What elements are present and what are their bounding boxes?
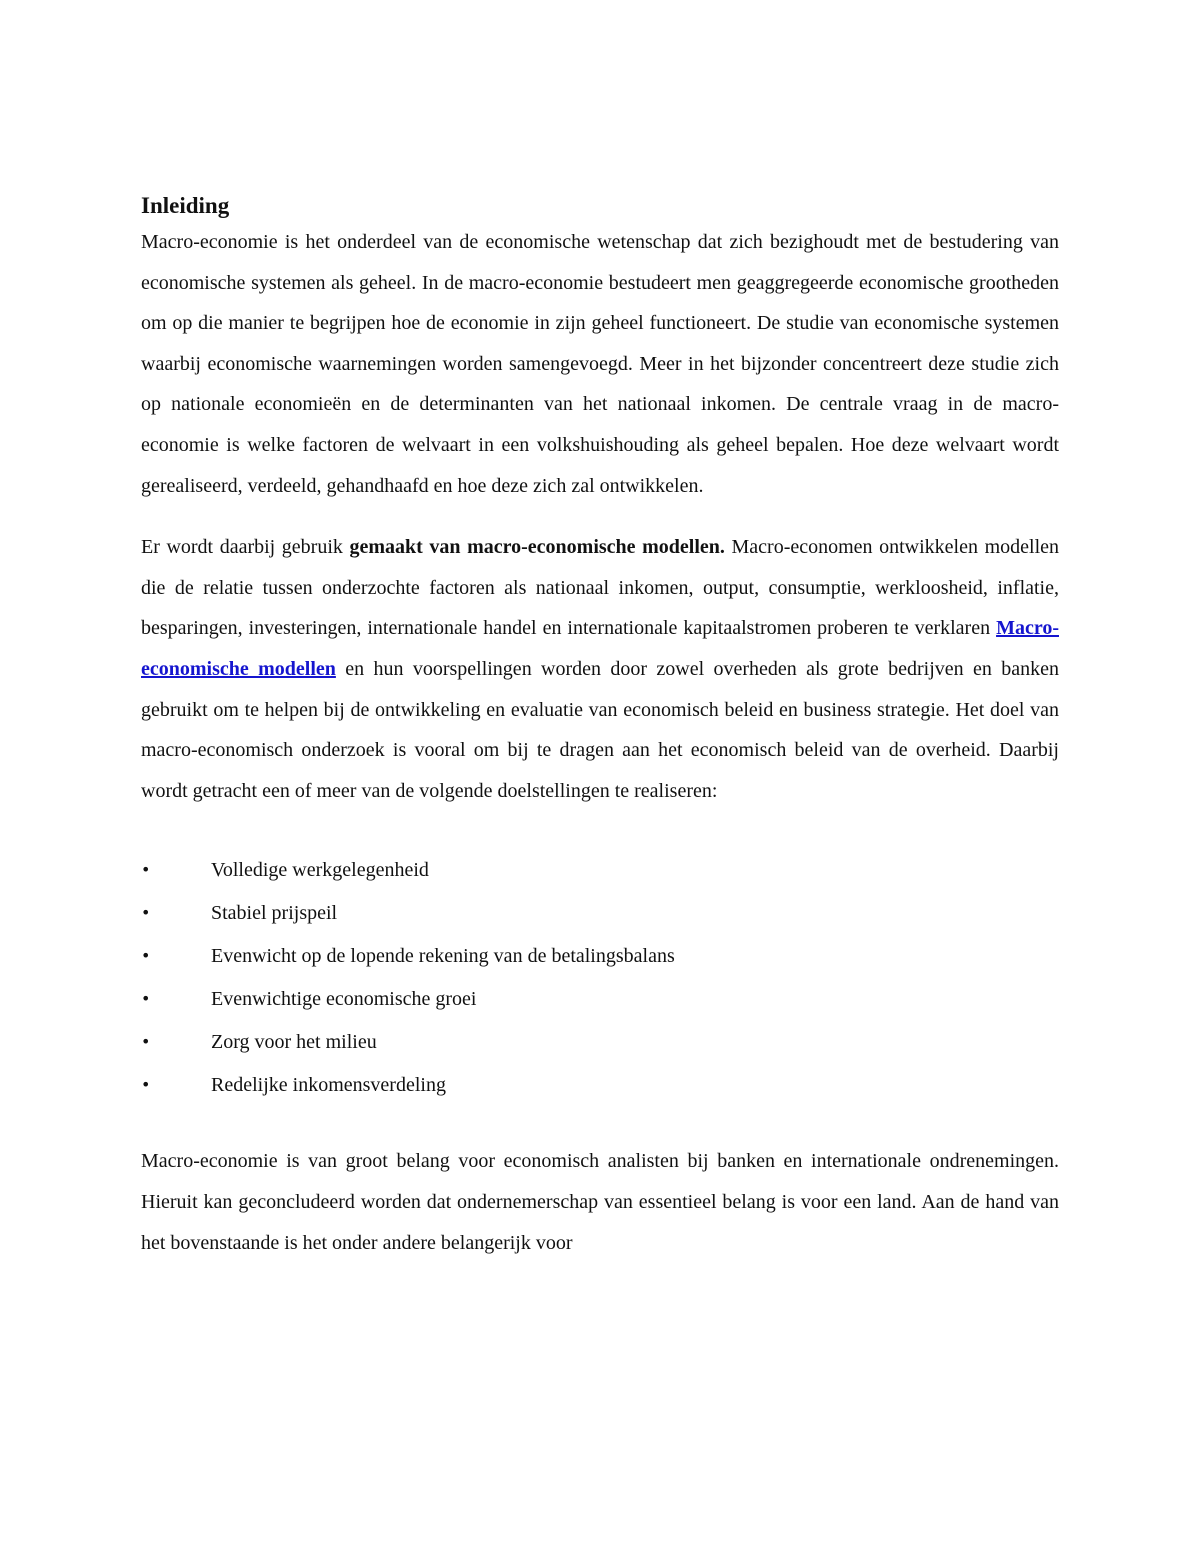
section-heading: Inleiding <box>141 193 230 218</box>
bullet-icon: • <box>141 989 151 1009</box>
list-item <box>141 855 1059 898</box>
list-item <box>141 898 1059 941</box>
models-rest-text: en hun voorspellingen worden door zowel overheden als grote bedrijven en banken gebruikt om te helpen bij de ontwikkeling en evaluatie van economisch beleid en business strategie. Het doel van macro-economisch onderzoek is vooral om bij te dragen aan het economisch beleid van de overheid. Daarbij wordt getracht een of meer van de volgende doelstellingen te realiseren: <box>141 657 1060 802</box>
models-bold-text: gemaakt van macro-economische modellen. <box>349 536 725 559</box>
list-item <box>141 984 1059 1027</box>
list-item <box>141 941 1059 984</box>
macro-models-link[interactable]: Macro-economische modellen <box>141 617 1059 680</box>
list-item-text: Stabiel prijspeil <box>211 902 338 925</box>
bullet-icon: • <box>141 1075 151 1095</box>
bullet-icon: • <box>141 946 151 966</box>
models-paragraph <box>141 527 1059 811</box>
intro-paragraph: Macro-economie is het onderdeel van de economische wetenschap dat zich bezighoudt met de bestudering van economische systemen als geheel. In de macro-economie bestudeert men geaggregeerde economische grootheden om op die manier te begrijpen hoe de economie in zijn geheel functioneert. De studie van economische systemen waarbij economische waarnemingen worden samengevoegd. Meer in het bijzonder concentreert deze studie zich op nationale economieën en de determinanten van het nationaal inkomen. De centrale vraag in de macro-economie is welke factoren de welvaart in een volkshuishouding als geheel bepalen. Hoe deze welvaart wordt gerealiseerd, verdeeld, gehandhaafd en hoe deze zich zal ontwikkelen. <box>141 231 1059 497</box>
list-item-text: Evenwichtige economische groei <box>211 988 477 1011</box>
list-item-text: Zorg voor het milieu <box>211 1031 377 1054</box>
list-item-text: Volledige werkgelegenheid <box>211 859 429 882</box>
models-intro-text: Er wordt daarbij gebruik <box>141 536 350 559</box>
list-item-text: Redelijke inkomensverdeling <box>211 1074 446 1097</box>
list-item-text: Evenwicht op de lopende rekening van de betalingsbalans <box>211 945 675 968</box>
list-item <box>141 1027 1059 1070</box>
bullet-icon: • <box>141 860 151 880</box>
bullet-icon: • <box>141 1032 151 1052</box>
document-page <box>141 190 1059 1263</box>
bullet-icon: • <box>141 903 151 923</box>
models-middle-text: Macro-economen ontwikkelen modellen die de relatie tussen onderzochte factoren als nationaal inkomen, output, consumptie, werkloosheid, inflatie, besparingen, investeringen, internationale handel en internationale kapitaalstromen proberen te verklaren <box>141 536 1059 640</box>
importance-paragraph: Macro-economie is van groot belang voor economisch analisten bij banken en internationale ondrenemingen. Hieruit kan geconcludeerd worden dat ondernemerschap van essentieel belang is voor een land. Aan de hand van het bovenstaande is het onder andere belangerijk voor <box>141 1150 1059 1254</box>
goals-list <box>141 855 1059 1113</box>
list-item <box>141 1070 1059 1113</box>
